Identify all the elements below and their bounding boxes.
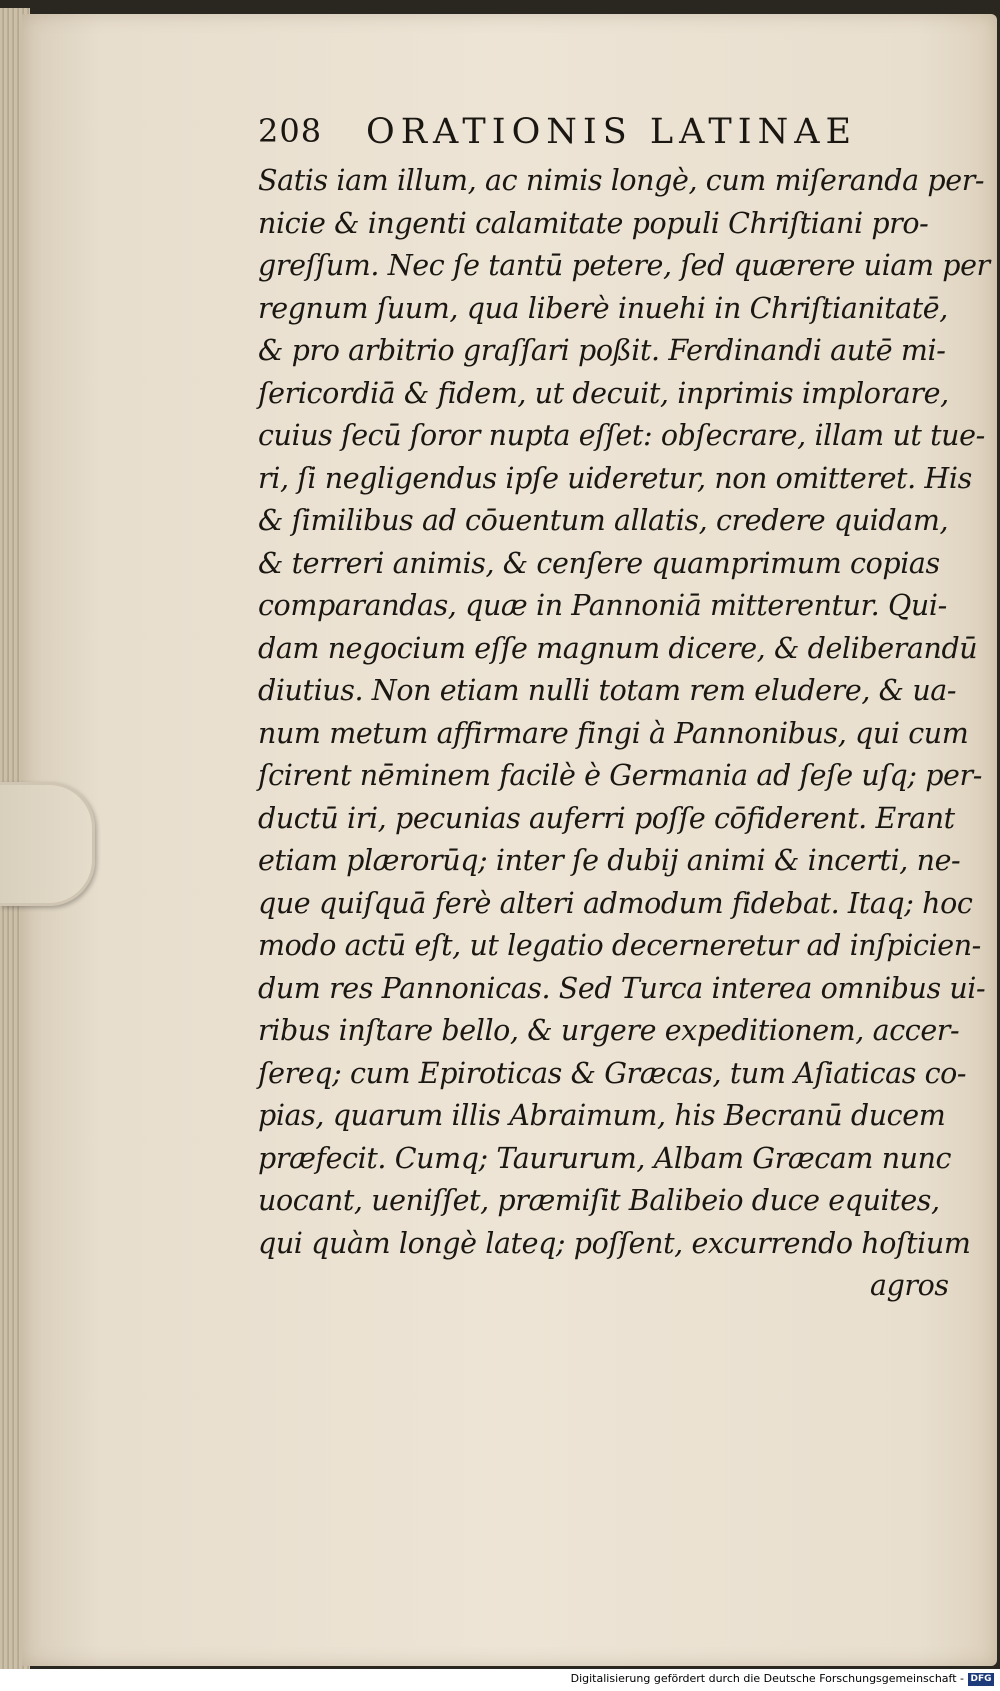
text-line: uocant, ueniſſet, præmiſit Balibeio duce equites, [258, 1184, 940, 1217]
running-title: ORATIONIS LATINAE [366, 112, 858, 152]
text-line: comparandas, quæ in Pannoniā mitterentur. Qui- [258, 589, 947, 622]
text-line: Satis iam illum, ac nimis longè, cum miſeranda per- [258, 164, 985, 197]
text-line: ductū iri, pecunias auferri poſſe cōfiderent. Erant [258, 801, 955, 835]
body-text [258, 160, 990, 1308]
footer-credit: Digitalisierung gefördert durch die Deutsche Forschungsgemeinschaft - [570, 1672, 964, 1685]
page-clip [0, 782, 95, 906]
text-line: ribus inſtare bello, & urgere expeditionem, accer- [258, 1014, 960, 1047]
dfg-logo: DFG [968, 1673, 994, 1686]
text-line: ſereq; cum Epiroticas & Græcas, tum Aſiaticas co- [258, 1056, 967, 1090]
page-header [258, 112, 908, 160]
text-line: etiam plærorūq; inter ſe dubij animi & incerti, ne- [258, 844, 961, 877]
text-line: diutius. Non etiam nulli totam rem eludere, & ua- [258, 674, 957, 707]
catchword: agros [870, 1269, 949, 1302]
text-line: ſcirent nēminem facilè è Germania ad ſeſe uſq; per- [258, 759, 982, 792]
text-line: & ſimilibus ad cōuentum allatis, credere quidam, [258, 504, 949, 537]
text-line: ſericordiā & fidem, ut decuit, inprimis implorare, [258, 376, 949, 410]
text-line: nicie & ingenti calamitate populi Chriſtiani pro- [258, 206, 929, 240]
text-line: regnum ſuum, qua liberè inuehi in Chriſtianitatē, [258, 291, 948, 325]
text-line: num metum affirmare fingi à Pannonibus, qui cum [258, 716, 969, 750]
text-line: cuius ſecū ſoror nupta eſſet: obſecrare, illam ut tue- [258, 419, 985, 452]
text-line: modo actū eſt, ut legatio decerneretur ad inſpicien- [258, 929, 981, 962]
page-number: 208 [258, 112, 323, 150]
text-line: greſſum. Nec ſe tantū petere, ſed quærere uiam per [258, 249, 990, 282]
text-line: & pro arbitrio graſſari poßit. Ferdinandi autē mi- [258, 334, 946, 367]
text-line: ri, ſi negligendus ipſe uideretur, non omitteret. His [258, 461, 972, 495]
text-line: dam negocium eſſe magnum dicere, & deliberandū [258, 631, 978, 665]
text-line: que quiſquā ferè alteri admodum fidebat. Itaq; hoc [258, 886, 973, 920]
text-line: dum res Pannonicas. Sed Turca interea omnibus ui- [258, 971, 986, 1005]
text-line: præfecit. Cumq; Taururum, Albam Græcam nunc [258, 1141, 952, 1175]
text-line: & terreri animis, & cenſere quamprimum copias [258, 546, 940, 580]
text-line: pias, quarum illis Abraimum, his Becranū ducem [258, 1099, 946, 1132]
digitization-footer [0, 1669, 1000, 1691]
text-line: qui quàm longè lateq; poſſent, excurrendo hoſtium [258, 1226, 971, 1260]
